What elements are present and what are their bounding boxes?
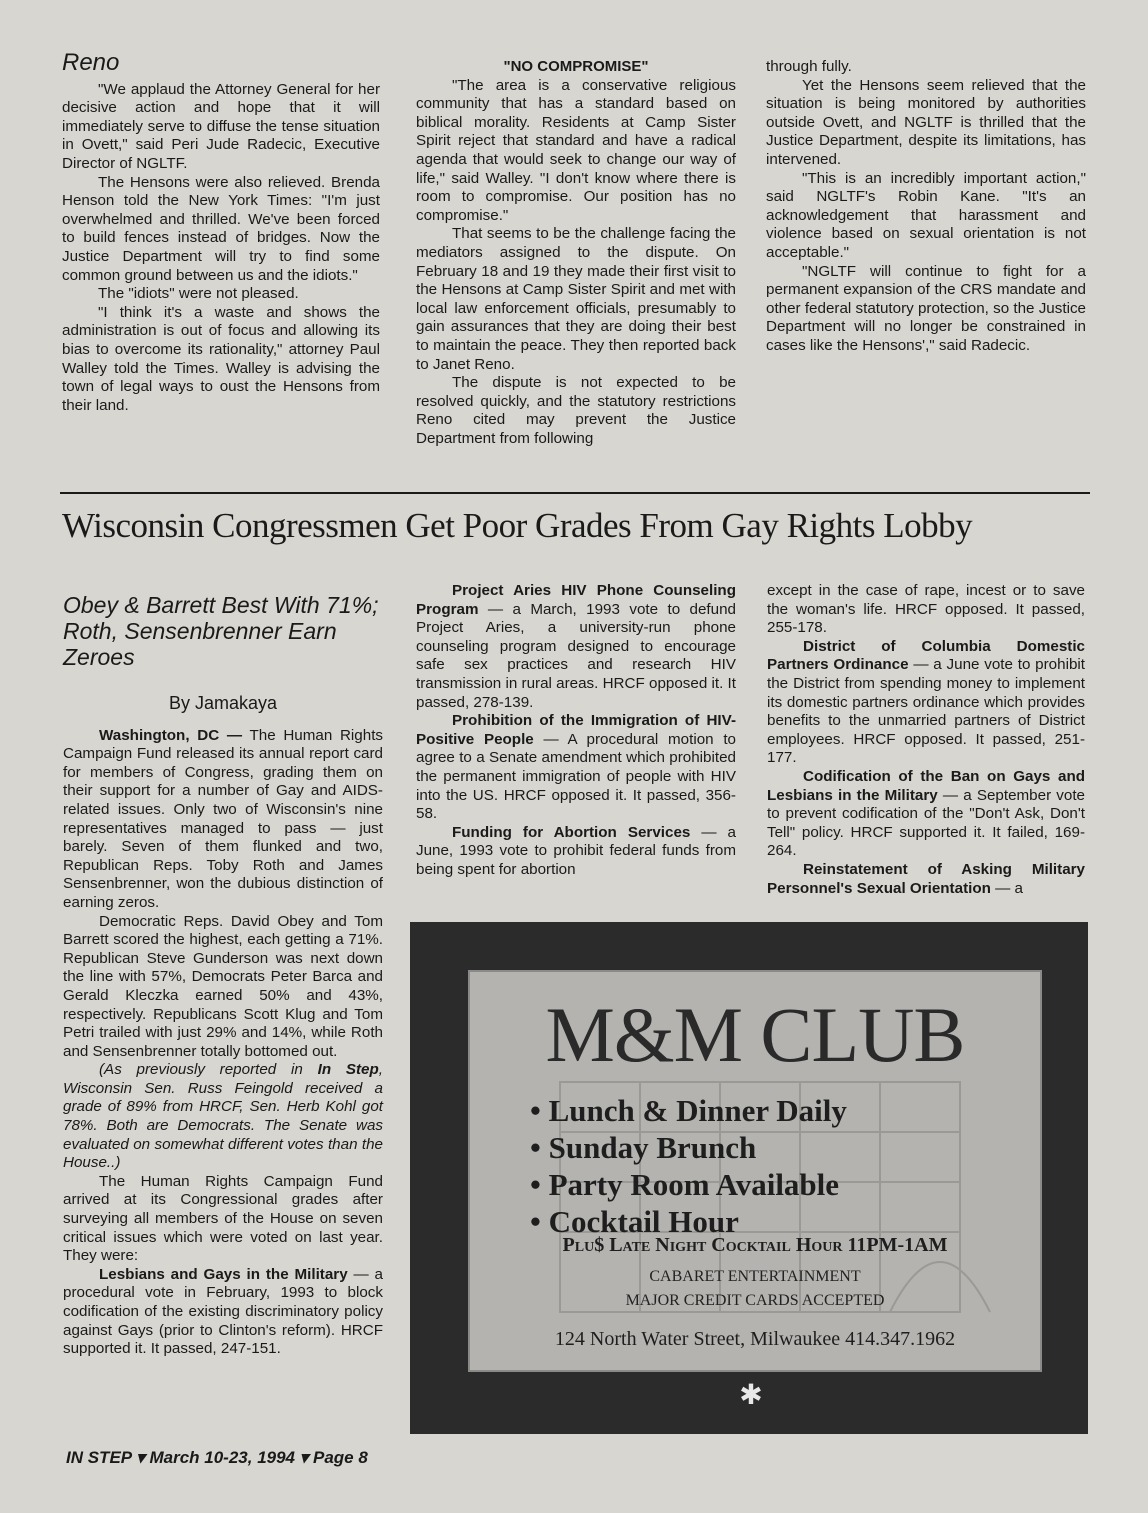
paragraph: Yet the Hensons seem relieved that the situation is being monitored by authorities outside Ovett, and NGLTF is thrilled that the Justice Department, despite its limitations, has intervened. [766, 76, 1086, 168]
paragraph: "This is an incredibly important action," said NGLTF's Robin Kane. "It's an acknowledgement that harassment and violence based on sexual orientation is not acceptable." [766, 169, 1086, 261]
ad-cabaret: CABARET ENTERTAINMENT [649, 1268, 861, 1285]
aside-publication: In Step [317, 1061, 379, 1079]
list-item [767, 768, 1085, 861]
ad-feature: • Lunch & Dinner Daily [530, 1093, 847, 1128]
list-item [416, 824, 736, 880]
ad-features [530, 1092, 847, 1240]
paragraph: except in the case of rape, incest or to save the woman's life. HRCF opposed. It passed, 255-178. [767, 582, 1085, 637]
item-text: — a June vote to prohibit the District from spending money to implement its domestic partners ordinance which provides benefits to the unmarried partners of District employees. HRCF opposed. It passed, 251-177. [767, 656, 1085, 767]
ad-late-night: Plu$ Late Night Cocktail Hour 11PM-1AM [562, 1234, 948, 1256]
list-item [767, 638, 1085, 768]
item-title: Funding for Abortion Services [452, 823, 691, 841]
article-deck: Obey & Barrett Best With 71%; Roth, Sensenbrenner Earn Zeroes [63, 592, 379, 670]
aside-paragraph [63, 1061, 383, 1173]
item-title: Reinstatement of Asking Military Personnel's Sexual Orientation [767, 860, 1085, 897]
paragraph: through fully. [766, 58, 852, 75]
top-column-3 [766, 58, 1086, 356]
ad-credit-cards: MAJOR CREDIT CARDS ACCEPTED [625, 1292, 885, 1309]
aside-text: (As previously reported in [99, 1061, 318, 1079]
section-kicker: Reno [62, 49, 120, 76]
item-title: Lesbians and Gays in the Military [99, 1265, 348, 1283]
byline: By Jamakaya [168, 693, 278, 713]
paragraph: "I think it's a waste and shows the administration is out of focus and allowing its bias to overcome its rationality," attorney Paul Walley told the Times. Walley is advising the town of legal ways to oust the Hensons from their land. [62, 303, 380, 414]
advertisement [468, 970, 1042, 1372]
ad-address: 124 North Water Street, Milwaukee 414.347.1962 [554, 1328, 956, 1350]
paragraph: Democratic Reps. David Obey and Tom Barrett scored the highest, each getting a 71%. Republican Steve Gunderson was next down the line with 57%, Democrats Peter Barca and Gerald Kleczka earned 50% and 43%, respectively. Republicans Scott Klug and Tom Petri trailed with just 29% and 14%, while Roth and Sensenbrenner totally bottomed out. [63, 912, 383, 1060]
item-text: — a June, 1993 vote to prohibit federal funds from being spent for abortion [416, 823, 736, 878]
paragraph: The Human Rights Campaign Fund arrived at its Congressional grades after surveying all members of the House on seven critical issues which were voted on last year. They were: [63, 1172, 383, 1265]
list-item [416, 582, 736, 712]
paragraph-text: The Human Rights Campaign Fund released its annual report card for members of Congress, grading them on their support for a number of Gay and AIDS-related issues. Only two of Wisconsin's nine representatives managed to pass — just barely. Seven of them flunked and two, Republican Reps. Toby Roth and James Sensenbrenner, won the dubious distinction of earning zeros. [63, 726, 384, 911]
list-item [63, 1266, 383, 1359]
subhead: "NO COMPROMISE" [503, 58, 649, 75]
aside-text: , Wisconsin Sen. Russ Feingold received a grade of 89% from HRCF, Sen. Herb Kohl got 78%. Both are Democrats. The Senate was evaluated on somewhat different votes than the House..) [63, 1061, 383, 1172]
item-title: Prohibition of the Immigration of HIV-Positive People [416, 712, 736, 748]
item-text: — a September vote to prevent codification of the "Don't Ask, Don't Tell" policy. HRCF supported it. It failed, 169-264. [767, 786, 1085, 860]
ad-title: M&M CLUB [545, 991, 965, 1078]
item-text: — a procedural vote in February, 1993 to block codification of the existing discriminatory policy against Gays (prior to Clinton's reform). HRCF supported it. It passed, 247-151. [63, 1265, 383, 1358]
item-title: District of Columbia Domestic Partners Ordinance [767, 637, 1085, 674]
ad-feature: • Party Room Available [530, 1167, 840, 1202]
leaf-logo-icon: ✱ [739, 1379, 763, 1410]
paragraph: The dispute is not expected to be resolved quickly, and the statutory restrictions Reno cited may prevent the Justice Department from following [416, 374, 736, 447]
paragraph: The Hensons were also relieved. Brenda Henson told the New York Times: "I'm just overwhelmed and thrilled. We've been forced to build fences instead of bridges. Now the Justice Department will try to find some common ground between us and the idiots." [62, 173, 380, 284]
item-text: — a March, 1993 vote to defund Project Aries, a university-run phone counseling program designed to encourage safe sex practices and research HIV transmission in rural areas. HRCF opposed it. It passed, 278-139. [416, 600, 736, 711]
item-text: — A procedural motion to agree to a Senate amendment which prohibited the permanent immigration of people with HIV into the US. HRCF opposed it. It passed, 356-58. [416, 730, 736, 823]
ad-feature: • Cocktail Hour [530, 1204, 739, 1239]
paragraph: "We applaud the Attorney General for her decisive action and hope that it will immediately serve to diffuse the tense situation in Ovett," said Peri Jude Radecic, Executive Director of NGLTF. [62, 80, 380, 172]
article-column-3 [767, 582, 1085, 898]
top-column-2 [416, 58, 736, 448]
paragraph: "NGLTF will continue to fight for a permanent expansion of the CRS mandate and other federal statutory protection, so the Justice Department will no longer be constrained in cases like the Hensons'," said Radecic. [766, 262, 1086, 354]
paragraph [63, 727, 383, 913]
article-column-1 [63, 592, 383, 1359]
section-divider [60, 492, 1090, 494]
list-item [416, 712, 736, 824]
item-text: — a [995, 879, 1023, 897]
paragraph: "The area is a conservative religious community that has a standard based on biblical morality. Residents at Camp Sister Spirit reject that standard and have a radical agenda that would seek to change our way of life," said Walley. "I don't know where there is room to compromise. Our position has no compromise." [416, 76, 736, 224]
item-title: Project Aries HIV Phone Counseling Program [416, 582, 736, 618]
item-title: Codification of the Ban on Gays and Lesbians in the Military [767, 767, 1085, 804]
article-headline: Wisconsin Congressmen Get Poor Grades From Gay Rights Lobby [62, 506, 973, 545]
dateline: Washington, DC — [99, 726, 243, 744]
ad-feature: • Sunday Brunch [530, 1130, 757, 1165]
article-column-2 [416, 582, 736, 880]
paragraph: The "idiots" were not pleased. [98, 285, 299, 303]
page-footer: IN STEP ▾ March 10-23, 1994 ▾ Page 8 [66, 1448, 368, 1467]
paragraph: That seems to be the challenge facing the mediators assigned to the dispute. On February 18 and 19 they made their first visit to the Hensons at Camp Sister Spirit and met with local law enforcement officials, presumably to gain assurances that they are doing their best to maintain the peace. They then reported back to Janet Reno. [416, 225, 736, 373]
top-column-1 [62, 49, 380, 415]
list-item [767, 861, 1085, 898]
